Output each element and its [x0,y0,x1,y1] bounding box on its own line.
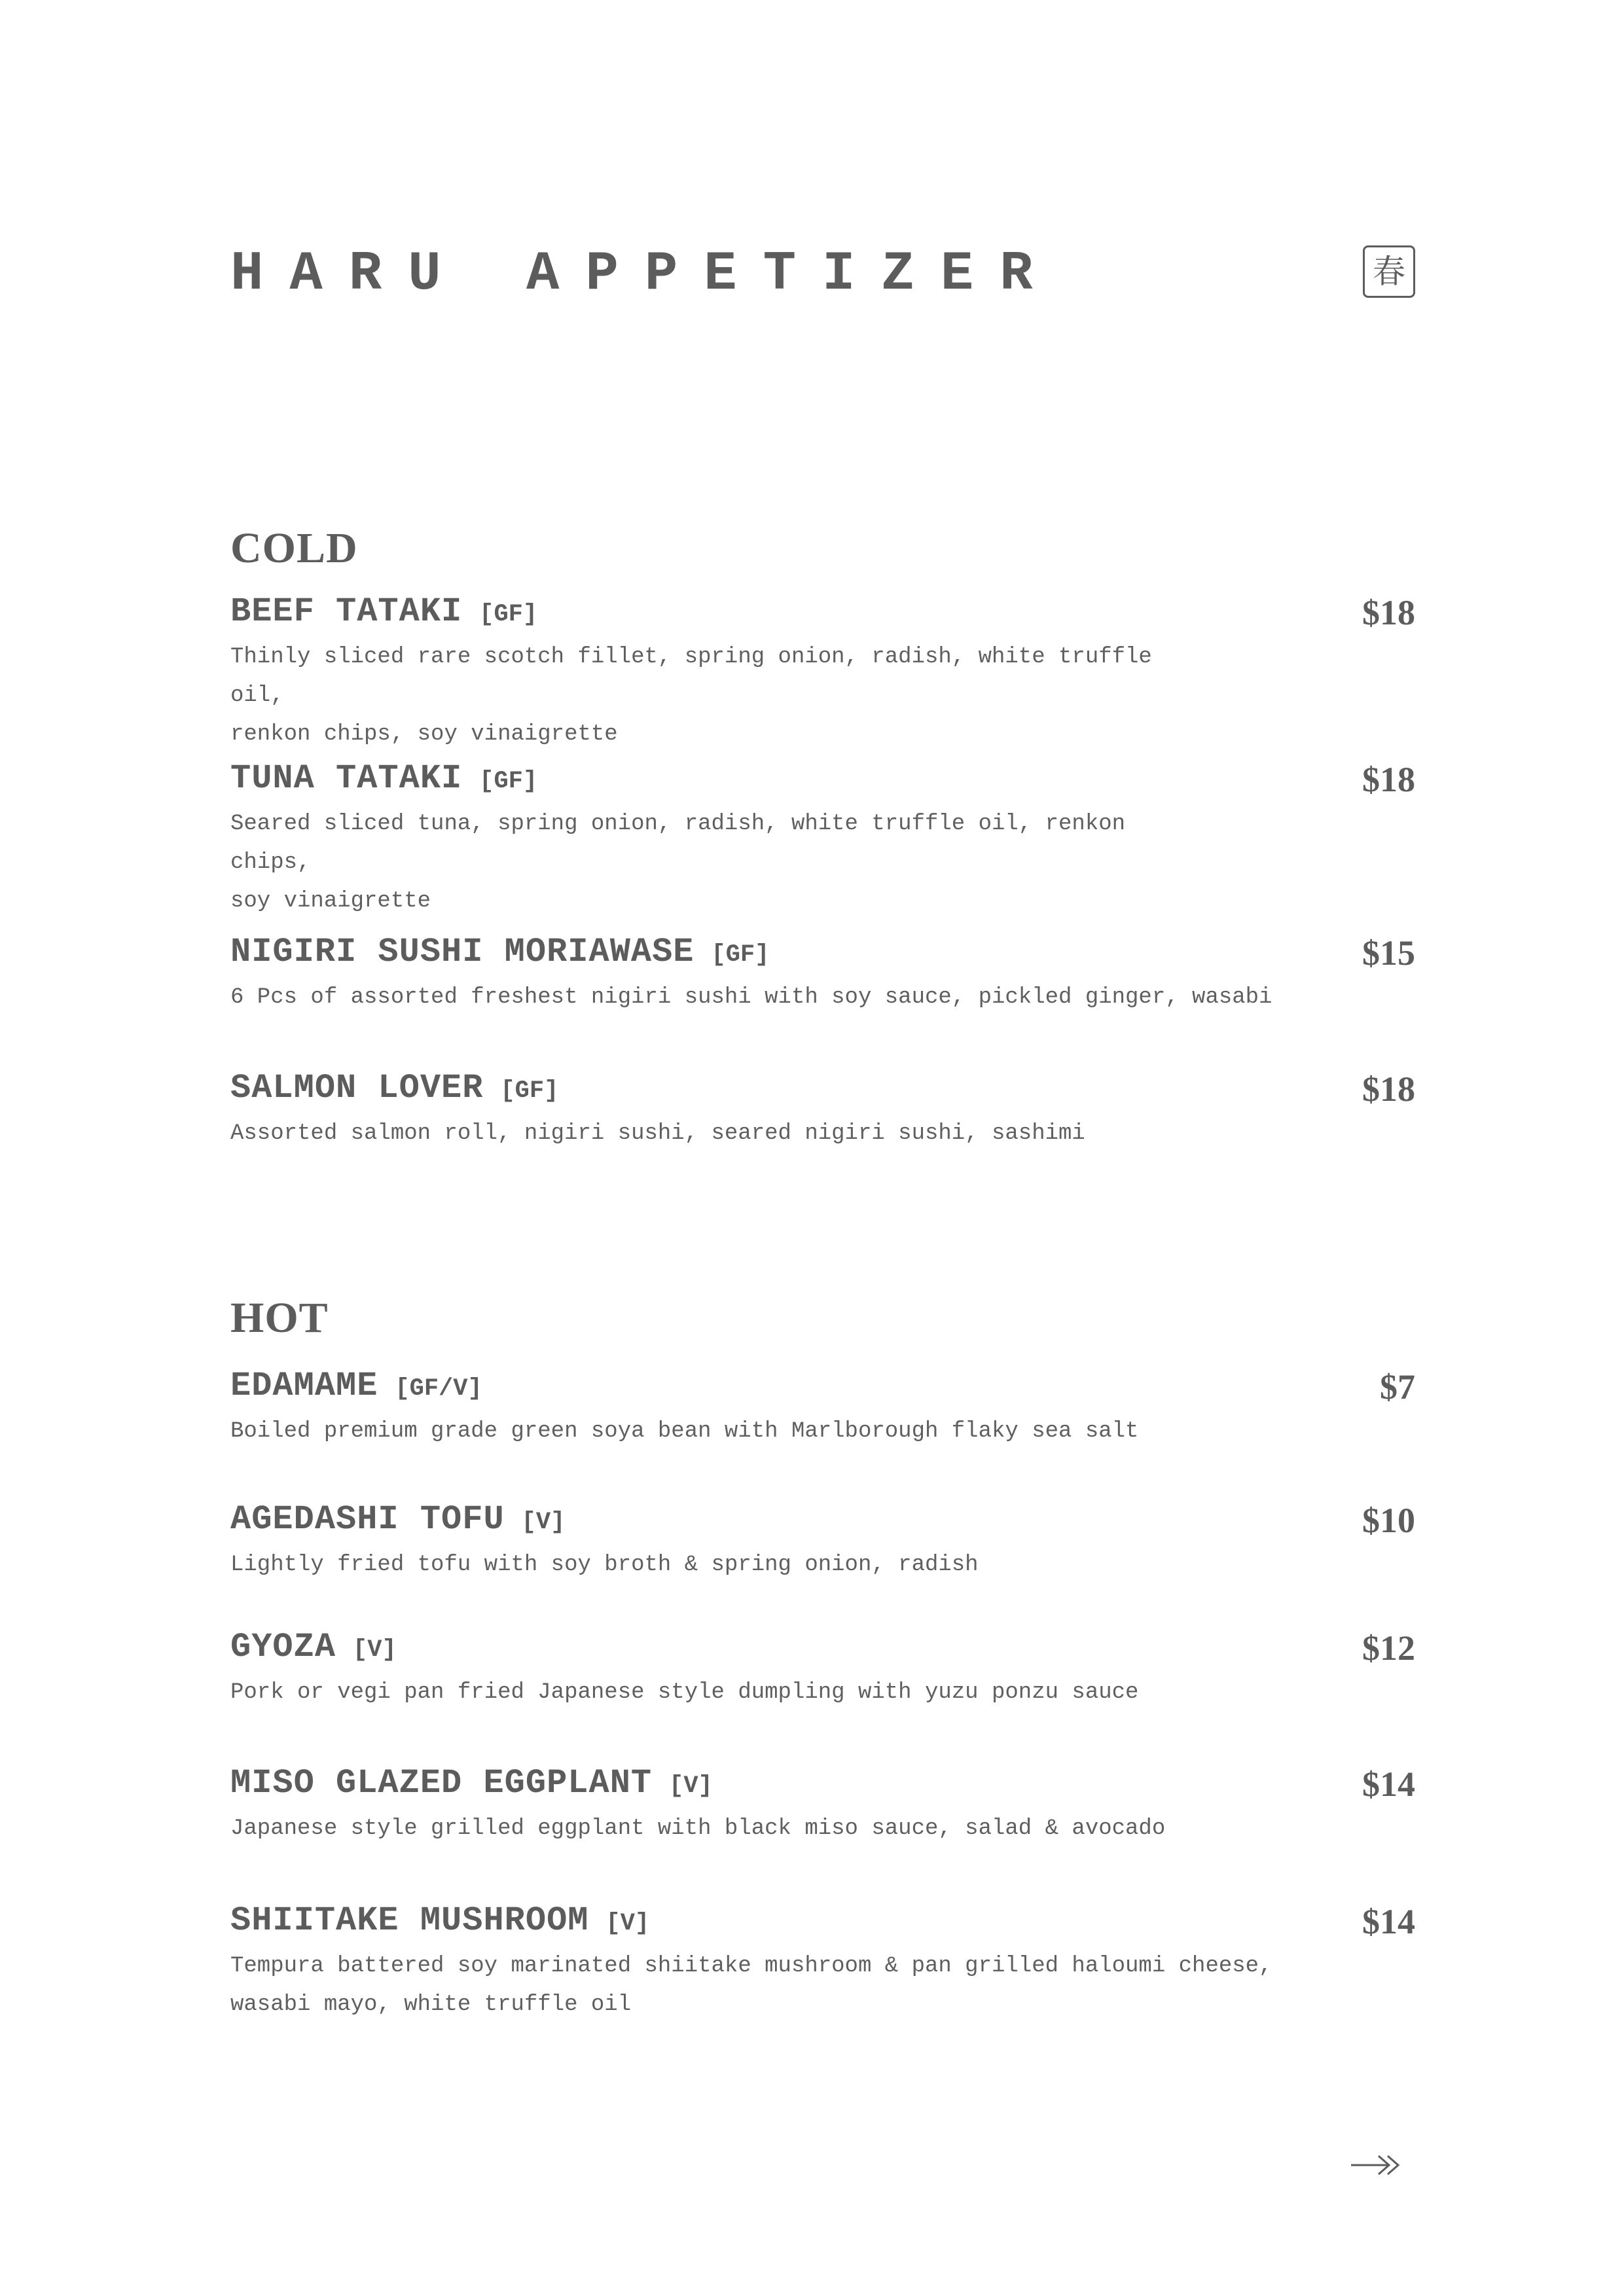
menu-item [230,1764,1415,1848]
menu-item-description: Japanese style grilled eggplant with black miso sauce, salad & avocado [230,1816,1166,1841]
menu-item-header [230,1764,1415,1806]
section-heading-hot: HOT [230,1294,329,1342]
menu-item-price: $18 [1362,1069,1415,1109]
menu-item-header [230,1500,1415,1542]
menu-item [230,933,1415,1017]
menu-item-price: $15 [1362,933,1415,973]
menu-item-price: $12 [1362,1628,1415,1668]
menu-item-header [230,1901,1415,1943]
dietary-tag: [GF] [479,768,538,795]
dietary-tag: [V] [605,1910,650,1937]
menu-item-price: $18 [1362,760,1415,799]
menu-item-description: Tempura battered soy marinated shiitake mushroom & pan grilled haloumi cheese, wasabi mayo, white truffle oil [230,1954,1272,2017]
menu-item-description: Assorted salmon roll, nigiri sushi, seared nigiri sushi, sashimi [230,1121,1085,1146]
menu-item-name: AGEDASHI TOFU [230,1500,505,1539]
dietary-tag: [V] [669,1772,713,1800]
menu-item [230,1069,1415,1153]
dietary-tag: [GF] [479,601,538,628]
page-title: HARU APPETIZER [230,243,1059,306]
menu-item-price: $18 [1362,593,1415,632]
dietary-tag: [V] [521,1509,566,1536]
menu-item-description: Boiled premium grade green soya bean with Marlborough flaky sea salt [230,1419,1139,1444]
menu-item-description: Seared sliced tuna, spring onion, radish, white truffle oil, renkon chips, soy vinaigrette [230,812,1126,914]
dietary-tag: [GF] [711,941,770,969]
menu-item [230,1500,1415,1585]
menu-item-price: $14 [1362,1902,1415,1941]
menu-item-name: SHIITAKE MUSHROOM [230,1901,589,1940]
menu-item-header [230,933,1415,975]
seal-character: 春 [1373,253,1405,291]
menu-item-header [230,1367,1415,1408]
double-arrow-right-icon[interactable] [1350,2145,1402,2185]
menu-item-description: Lightly fried tofu with soy broth & spring onion, radish [230,1552,979,1577]
menu-item-name: EDAMAME [230,1367,378,1405]
dietary-tag: [GF] [500,1077,559,1105]
menu-item-name: SALMON LOVER [230,1069,484,1107]
seal-icon [1363,245,1415,298]
menu-item-description: Pork or vegi pan fried Japanese style dumpling with yuzu ponzu sauce [230,1680,1139,1705]
menu-item-price: $14 [1362,1765,1415,1804]
menu-item-name: BEEF TATAKI [230,592,463,631]
menu-item-price: $7 [1380,1367,1415,1407]
menu-item-price: $10 [1362,1501,1415,1540]
menu-item [230,592,1415,754]
dietary-tag: [GF/V] [395,1375,482,1403]
dietary-tag: [V] [353,1636,397,1664]
menu-item-description: 6 Pcs of assorted freshest nigiri sushi with soy sauce, pickled ginger, wasabi [230,985,1272,1010]
menu-item-name: NIGIRI SUSHI MORIAWASE [230,933,695,971]
section-heading-cold: COLD [230,524,358,572]
menu-item [230,759,1415,921]
menu-item-header [230,1628,1415,1670]
menu-item-name: MISO GLAZED EGGPLANT [230,1764,653,1803]
menu-item [230,1628,1415,1712]
menu-item-name: GYOZA [230,1628,336,1666]
menu-item-header [230,592,1415,634]
menu-item-header [230,1069,1415,1111]
menu-item-name: TUNA TATAKI [230,759,463,798]
menu-item-header [230,759,1415,801]
menu-item [230,1901,1415,2024]
menu-item-description: Thinly sliced rare scotch fillet, spring onion, radish, white truffle oil, renkon chips, soy vinaigrette [230,645,1152,747]
menu-item [230,1367,1415,1451]
